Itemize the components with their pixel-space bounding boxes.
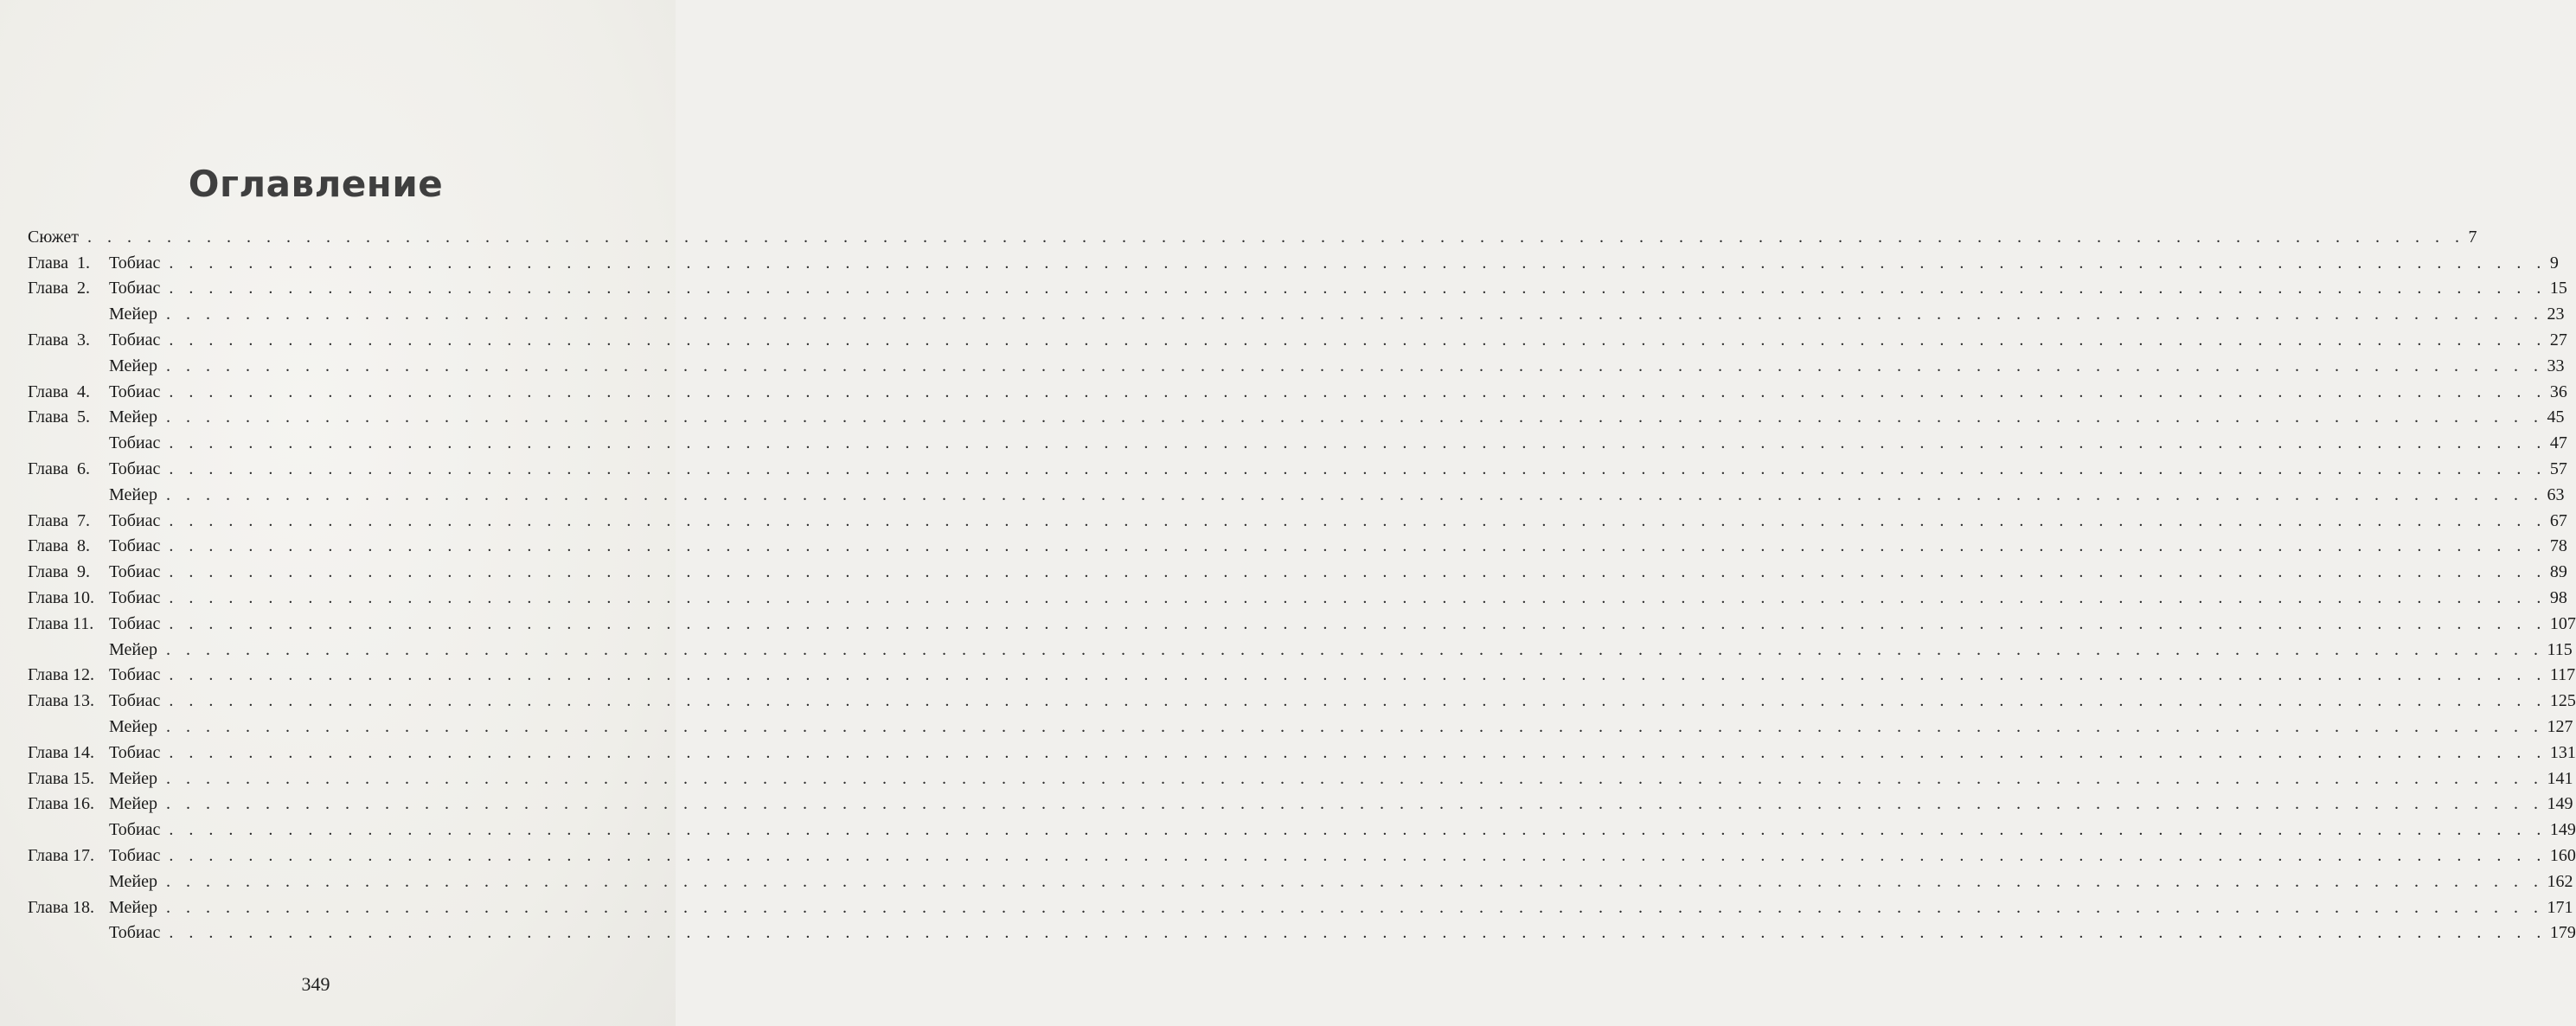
toc-chapter-label: Глава 14. bbox=[28, 742, 94, 762]
toc-chapter-label: Глава 1. bbox=[28, 253, 90, 273]
toc-page-number: 141 bbox=[2547, 768, 2573, 788]
toc-page-number: 63 bbox=[2547, 484, 2565, 504]
toc-entry bbox=[28, 688, 2576, 714]
toc-page-number: 160 bbox=[2549, 846, 2576, 866]
toc-chapter-label: Глава 13. bbox=[28, 691, 94, 711]
toc-dot-leader: . . . . . . . . . . . . . . . . . . . . . . . . . . . . . . . . . . . . . . . . . . . . . . . . . . . . . . . . . . . . . . . . . . . . . . . . . . . . . . . . . . . . . . . . . . . . . . . . . . . . . . . . . . . . . . . . . . . . . . . . bbox=[165, 717, 2544, 737]
toc-page-number: 131 bbox=[2549, 742, 2576, 762]
toc-entry-name: Тобиас bbox=[109, 253, 161, 273]
toc-page-number: 149 bbox=[2549, 820, 2576, 840]
toc-dot-leader: . . . . . . . . . . . . . . . . . . . . . . . . . . . . . . . . . . . . . . . . . . . . . . . . . . . . . . . . . . . . . . . . . . . . . . . . . . . . . . . . . . . . . . . . . . . . . . . . . . . . . . . . . . . . . . . . . . . . . . . . bbox=[169, 691, 2547, 711]
toc-entry bbox=[28, 766, 2573, 792]
toc-chapter-label: Глава 2. bbox=[28, 279, 90, 298]
toc-dot-leader: . . . . . . . . . . . . . . . . . . . . . . . . . . . . . . . . . . . . . . . . . . . . . . . . . . . . . . . . . . . . . . . . . . . . . . . . . . . . . . . . . . . . . . . . . . . . . . . . . . . . . . . . . . . . . . . . . . . . . . . . bbox=[169, 510, 2547, 530]
toc-dot-leader: . . . . . . . . . . . . . . . . . . . . . . . . . . . . . . . . . . . . . . . . . . . . . . . . . . . . . . . . . . . . . . . . . . . . . . . . . . . . . . . . . . . . . . . . . . . . . . . . . . . . . . . . . . . . . . . . . . . . . . . . bbox=[165, 356, 2544, 375]
toc-page-number: 23 bbox=[2547, 305, 2565, 324]
toc-page-number: 45 bbox=[2547, 407, 2565, 427]
toc-page-number: 57 bbox=[2549, 459, 2567, 479]
toc-entry bbox=[28, 508, 2567, 534]
toc-chapter-label: Глава 16. bbox=[28, 794, 94, 814]
toc-entry bbox=[28, 405, 2565, 431]
toc-entry bbox=[28, 559, 2567, 585]
toc-entry-name: Тобиас bbox=[109, 459, 161, 479]
toc-dot-leader: . . . . . . . . . . . . . . . . . . . . . . . . . . . . . . . . . . . . . . . . . . . . . . . . . . . . . . . . . . . . . . . . . . . . . . . . . . . . . . . . . . . . . . . . . . . . . . . . . . . . . . . . . . . . . . . . . . . . . . . . bbox=[169, 459, 2547, 479]
toc-entry-name: Мейер bbox=[109, 717, 157, 737]
toc-entry bbox=[28, 482, 2565, 508]
toc-entry-name: Тобиас bbox=[109, 846, 161, 866]
toc-entry-name: Мейер bbox=[109, 356, 157, 375]
toc-chapter-label: Глава 7. bbox=[28, 510, 90, 530]
toc-entry-name: Тобиас bbox=[109, 510, 161, 530]
toc-entry bbox=[28, 611, 2576, 637]
toc-entry bbox=[28, 817, 2576, 843]
toc-entry bbox=[28, 663, 2576, 689]
toc-dot-leader: . . . . . . . . . . . . . . . . . . . . . . . . . . . . . . . . . . . . . . . . . . . . . . . . . . . . . . . . . . . . . . . . . . . . . . . . . . . . . . . . . . . . . . . . . . . . . . . . . . . . . . . . . . . . . . . . . . . . . . . . bbox=[169, 253, 2547, 273]
toc-entry bbox=[28, 869, 2573, 895]
toc-entry bbox=[28, 379, 2567, 405]
toc-entry-name: Мейер bbox=[109, 407, 157, 427]
toc-entry bbox=[28, 895, 2573, 920]
toc-page-number: 107 bbox=[2549, 613, 2576, 633]
toc-dot-leader: . . . . . . . . . . . . . . . . . . . . . . . . . . . . . . . . . . . . . . . . . . . . . . . . . . . . . . . . . . . . . . . . . . . . . . . . . . . . . . . . . . . . . . . . . . . . . . . . . . . . . . . . . . . . . . . . . . . . . . . . bbox=[169, 742, 2547, 762]
toc-page-number: 7 bbox=[2468, 227, 2477, 247]
toc-chapter-label: Глава 8. bbox=[28, 536, 90, 556]
toc-page-number: 171 bbox=[2547, 897, 2573, 917]
toc-dot-leader: . . . . . . . . . . . . . . . . . . . . . . . . . . . . . . . . . . . . . . . . . . . . . . . . . . . . . . . . . . . . . . . . . . . . . . . . . . . . . . . . . . . . . . . . . . . . . . . . . . . . . . . . . . . . . . . . . . . . . . . . bbox=[87, 227, 2465, 247]
toc-page-number: 67 bbox=[2549, 510, 2567, 530]
toc-entry bbox=[28, 224, 2477, 250]
toc-entry-name: Мейер bbox=[109, 794, 157, 814]
toc-chapter-label: Глава 5. bbox=[28, 407, 90, 427]
toc-entry-name: Мейер bbox=[109, 768, 157, 788]
toc-entry-name: Тобиас bbox=[109, 382, 161, 401]
toc-page-number: 149 bbox=[2547, 794, 2573, 814]
toc-chapter-label: Глава 3. bbox=[28, 330, 90, 350]
toc-entry-name: Тобиас bbox=[109, 923, 161, 943]
toc-dot-leader: . . . . . . . . . . . . . . . . . . . . . . . . . . . . . . . . . . . . . . . . . . . . . . . . . . . . . . . . . . . . . . . . . . . . . . . . . . . . . . . . . . . . . . . . . . . . . . . . . . . . . . . . . . . . . . . . . . . . . . . . bbox=[165, 407, 2544, 427]
toc-dot-leader: . . . . . . . . . . . . . . . . . . . . . . . . . . . . . . . . . . . . . . . . . . . . . . . . . . . . . . . . . . . . . . . . . . . . . . . . . . . . . . . . . . . . . . . . . . . . . . . . . . . . . . . . . . . . . . . . . . . . . . . . bbox=[169, 820, 2547, 840]
toc-entry-name: Мейер bbox=[109, 305, 157, 324]
toc-page-number: 98 bbox=[2549, 588, 2567, 608]
toc-dot-leader: . . . . . . . . . . . . . . . . . . . . . . . . . . . . . . . . . . . . . . . . . . . . . . . . . . . . . . . . . . . . . . . . . . . . . . . . . . . . . . . . . . . . . . . . . . . . . . . . . . . . . . . . . . . . . . . . . . . . . . . . bbox=[169, 588, 2547, 608]
toc-page-number: 125 bbox=[2549, 691, 2576, 711]
toc-chapter-label: Глава 9. bbox=[28, 562, 90, 582]
toc-entry bbox=[28, 301, 2565, 327]
toc-entry-name: Мейер bbox=[109, 871, 157, 891]
toc-dot-leader: . . . . . . . . . . . . . . . . . . . . . . . . . . . . . . . . . . . . . . . . . . . . . . . . . . . . . . . . . . . . . . . . . . . . . . . . . . . . . . . . . . . . . . . . . . . . . . . . . . . . . . . . . . . . . . . . . . . . . . . . bbox=[165, 484, 2544, 504]
toc-page-number: 36 bbox=[2549, 382, 2567, 401]
toc-entry-name: Тобиас bbox=[109, 562, 161, 582]
page-title: Оглавление bbox=[188, 163, 444, 205]
page-number-folio: 349 bbox=[301, 973, 330, 995]
toc-chapter-label: Глава 4. bbox=[28, 382, 90, 401]
toc-page-number: 15 bbox=[2549, 279, 2567, 298]
toc-entry-name: Тобиас bbox=[109, 665, 161, 685]
toc-dot-leader: . . . . . . . . . . . . . . . . . . . . . . . . . . . . . . . . . . . . . . . . . . . . . . . . . . . . . . . . . . . . . . . . . . . . . . . . . . . . . . . . . . . . . . . . . . . . . . . . . . . . . . . . . . . . . . . . . . . . . . . . bbox=[169, 536, 2547, 556]
toc-page-number: 33 bbox=[2547, 356, 2565, 375]
toc-entry-name: Тобиас bbox=[109, 588, 161, 608]
toc-dot-leader: . . . . . . . . . . . . . . . . . . . . . . . . . . . . . . . . . . . . . . . . . . . . . . . . . . . . . . . . . . . . . . . . . . . . . . . . . . . . . . . . . . . . . . . . . . . . . . . . . . . . . . . . . . . . . . . . . . . . . . . . bbox=[169, 330, 2547, 350]
toc-page-number: 47 bbox=[2549, 433, 2567, 453]
toc-dot-leader: . . . . . . . . . . . . . . . . . . . . . . . . . . . . . . . . . . . . . . . . . . . . . . . . . . . . . . . . . . . . . . . . . . . . . . . . . . . . . . . . . . . . . . . . . . . . . . . . . . . . . . . . . . . . . . . . . . . . . . . . bbox=[169, 562, 2547, 582]
toc-page-number: 78 bbox=[2549, 536, 2567, 556]
toc-dot-leader: . . . . . . . . . . . . . . . . . . . . . . . . . . . . . . . . . . . . . . . . . . . . . . . . . . . . . . . . . . . . . . . . . . . . . . . . . . . . . . . . . . . . . . . . . . . . . . . . . . . . . . . . . . . . . . . . . . . . . . . . bbox=[169, 382, 2547, 401]
toc-entry bbox=[28, 920, 2576, 946]
toc-dot-leader: . . . . . . . . . . . . . . . . . . . . . . . . . . . . . . . . . . . . . . . . . . . . . . . . . . . . . . . . . . . . . . . . . . . . . . . . . . . . . . . . . . . . . . . . . . . . . . . . . . . . . . . . . . . . . . . . . . . . . . . . bbox=[165, 794, 2544, 814]
toc-entry bbox=[28, 843, 2576, 869]
toc-dot-leader: . . . . . . . . . . . . . . . . . . . . . . . . . . . . . . . . . . . . . . . . . . . . . . . . . . . . . . . . . . . . . . . . . . . . . . . . . . . . . . . . . . . . . . . . . . . . . . . . . . . . . . . . . . . . . . . . . . . . . . . . bbox=[165, 305, 2544, 324]
toc-entry-name: Мейер bbox=[109, 484, 157, 504]
toc-entry-name: Тобиас bbox=[109, 279, 161, 298]
toc-dot-leader: . . . . . . . . . . . . . . . . . . . . . . . . . . . . . . . . . . . . . . . . . . . . . . . . . . . . . . . . . . . . . . . . . . . . . . . . . . . . . . . . . . . . . . . . . . . . . . . . . . . . . . . . . . . . . . . . . . . . . . . . bbox=[165, 639, 2544, 659]
toc-entry bbox=[28, 637, 2573, 663]
toc-entry-name: Мейер bbox=[109, 639, 157, 659]
toc-dot-leader: . . . . . . . . . . . . . . . . . . . . . . . . . . . . . . . . . . . . . . . . . . . . . . . . . . . . . . . . . . . . . . . . . . . . . . . . . . . . . . . . . . . . . . . . . . . . . . . . . . . . . . . . . . . . . . . . . . . . . . . . bbox=[165, 871, 2544, 891]
toc-entry bbox=[28, 585, 2567, 611]
toc-dot-leader: . . . . . . . . . . . . . . . . . . . . . . . . . . . . . . . . . . . . . . . . . . . . . . . . . . . . . . . . . . . . . . . . . . . . . . . . . . . . . . . . . . . . . . . . . . . . . . . . . . . . . . . . . . . . . . . . . . . . . . . . bbox=[169, 433, 2547, 453]
toc-entry-name: Тобиас bbox=[109, 691, 161, 711]
toc-page-number: 89 bbox=[2549, 562, 2567, 582]
toc-chapter-label: Глава 11. bbox=[28, 613, 94, 633]
toc-dot-leader: . . . . . . . . . . . . . . . . . . . . . . . . . . . . . . . . . . . . . . . . . . . . . . . . . . . . . . . . . . . . . . . . . . . . . . . . . . . . . . . . . . . . . . . . . . . . . . . . . . . . . . . . . . . . . . . . . . . . . . . . bbox=[169, 923, 2547, 943]
toc-dot-leader: . . . . . . . . . . . . . . . . . . . . . . . . . . . . . . . . . . . . . . . . . . . . . . . . . . . . . . . . . . . . . . . . . . . . . . . . . . . . . . . . . . . . . . . . . . . . . . . . . . . . . . . . . . . . . . . . . . . . . . . . bbox=[165, 768, 2544, 788]
toc-entry bbox=[28, 534, 2567, 560]
toc-entry bbox=[28, 327, 2567, 353]
toc-entry bbox=[28, 456, 2567, 482]
toc-entry bbox=[28, 276, 2567, 302]
toc-page-number: 117 bbox=[2549, 665, 2576, 685]
toc-entry-name: Тобиас bbox=[109, 820, 161, 840]
toc-page-number: 127 bbox=[2547, 717, 2573, 737]
toc-chapter-label: Глава 10. bbox=[28, 588, 94, 608]
toc-entry-name: Тобиас bbox=[109, 330, 161, 350]
toc-page-number: 179 bbox=[2549, 923, 2576, 943]
toc-entry-name: Тобиас bbox=[109, 433, 161, 453]
toc-chapter-label: Глава 15. bbox=[28, 768, 94, 788]
toc-entry bbox=[28, 353, 2565, 379]
toc-chapter-label: Глава 12. bbox=[28, 665, 94, 685]
toc-page-number: 162 bbox=[2547, 871, 2573, 891]
toc-dot-leader: . . . . . . . . . . . . . . . . . . . . . . . . . . . . . . . . . . . . . . . . . . . . . . . . . . . . . . . . . . . . . . . . . . . . . . . . . . . . . . . . . . . . . . . . . . . . . . . . . . . . . . . . . . . . . . . . . . . . . . . . bbox=[169, 613, 2547, 633]
table-of-contents bbox=[28, 224, 2576, 946]
toc-page-number: 27 bbox=[2549, 330, 2567, 350]
toc-page-number: 115 bbox=[2547, 639, 2573, 659]
toc-entry bbox=[28, 792, 2573, 818]
toc-chapter-label: Глава 17. bbox=[28, 846, 94, 866]
toc-entry-name: Тобиас bbox=[109, 613, 161, 633]
toc-chapter-label: Глава 18. bbox=[28, 897, 94, 917]
toc-entry-name: Мейер bbox=[109, 897, 157, 917]
toc-entry bbox=[28, 250, 2559, 276]
toc-entry bbox=[28, 740, 2576, 766]
toc-entry bbox=[28, 714, 2573, 740]
toc-chapter-label: Глава 6. bbox=[28, 459, 90, 479]
toc-dot-leader: . . . . . . . . . . . . . . . . . . . . . . . . . . . . . . . . . . . . . . . . . . . . . . . . . . . . . . . . . . . . . . . . . . . . . . . . . . . . . . . . . . . . . . . . . . . . . . . . . . . . . . . . . . . . . . . . . . . . . . . . bbox=[165, 897, 2544, 917]
toc-entry-name: Тобиас bbox=[109, 536, 161, 556]
toc-entry-name: Тобиас bbox=[109, 742, 161, 762]
toc-dot-leader: . . . . . . . . . . . . . . . . . . . . . . . . . . . . . . . . . . . . . . . . . . . . . . . . . . . . . . . . . . . . . . . . . . . . . . . . . . . . . . . . . . . . . . . . . . . . . . . . . . . . . . . . . . . . . . . . . . . . . . . . bbox=[169, 665, 2547, 685]
toc-page-number: 9 bbox=[2549, 253, 2559, 273]
toc-dot-leader: . . . . . . . . . . . . . . . . . . . . . . . . . . . . . . . . . . . . . . . . . . . . . . . . . . . . . . . . . . . . . . . . . . . . . . . . . . . . . . . . . . . . . . . . . . . . . . . . . . . . . . . . . . . . . . . . . . . . . . . . bbox=[169, 279, 2547, 298]
toc-chapter-label: Сюжет bbox=[28, 227, 79, 247]
toc-dot-leader: . . . . . . . . . . . . . . . . . . . . . . . . . . . . . . . . . . . . . . . . . . . . . . . . . . . . . . . . . . . . . . . . . . . . . . . . . . . . . . . . . . . . . . . . . . . . . . . . . . . . . . . . . . . . . . . . . . . . . . . . bbox=[169, 846, 2547, 866]
toc-entry bbox=[28, 430, 2567, 456]
